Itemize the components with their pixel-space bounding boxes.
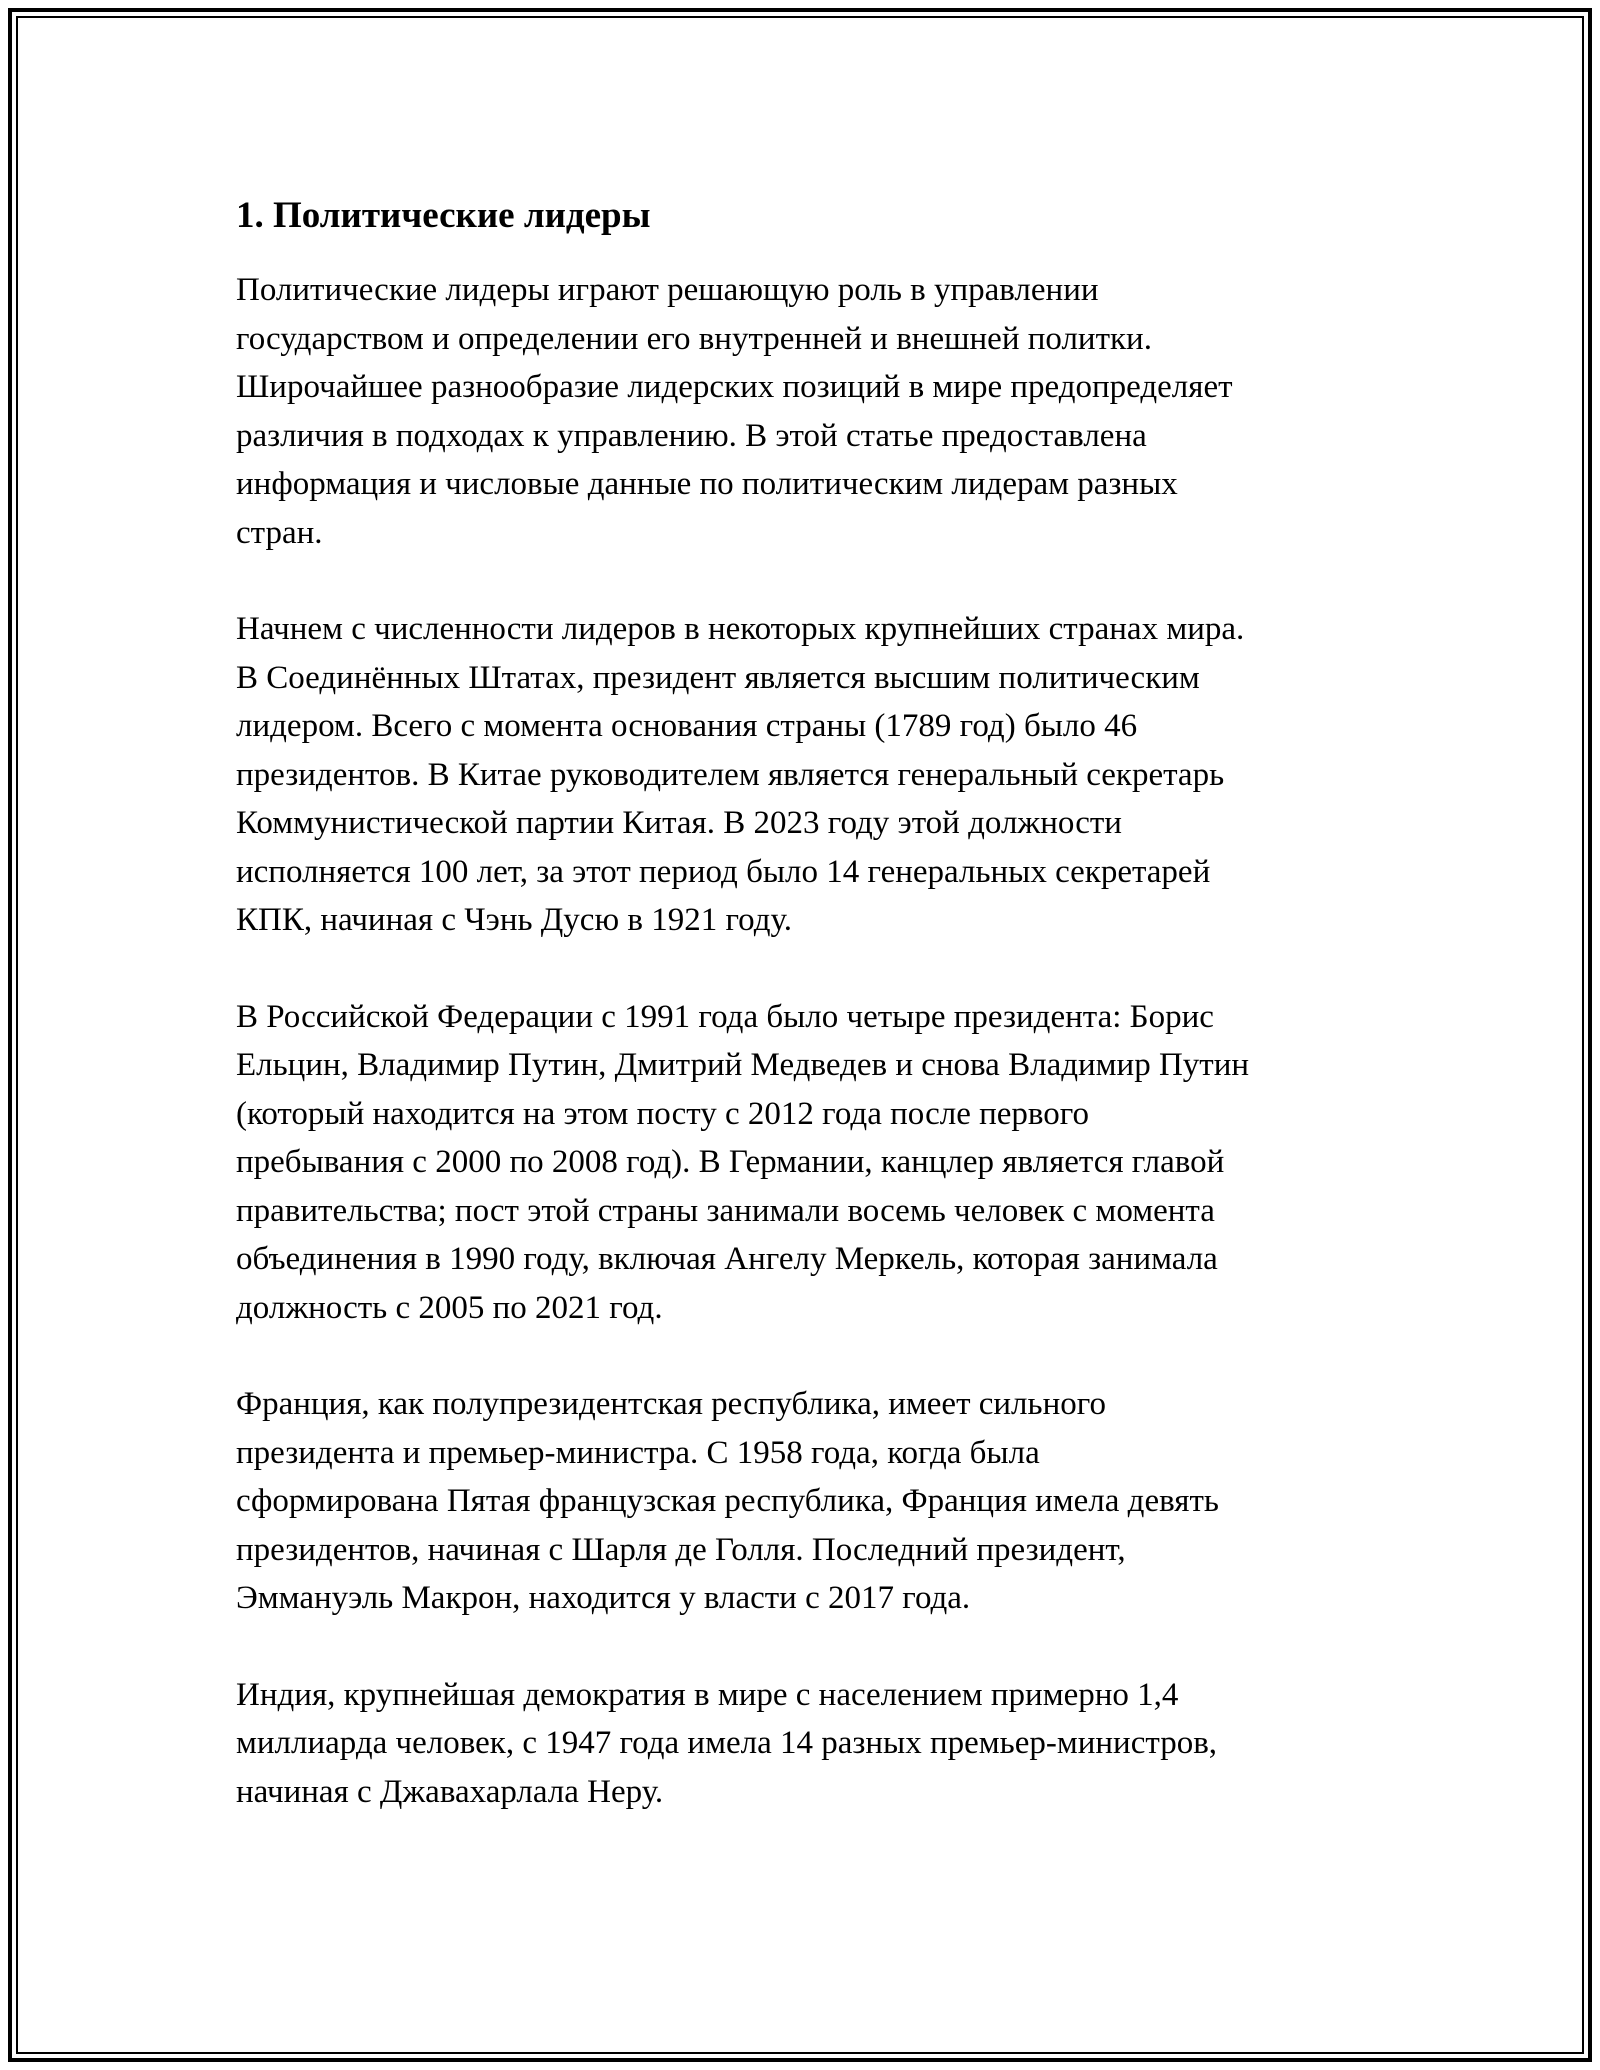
paragraph-russia-germany: В Российской Федерации с 1991 года было четыре президента: Борис Ельцин, Владимир Путин, Дмитрий Медведев и снова Владимир Путин (который находится на этом посту с 2012 года после первого пребывания с 2000 по 2008 год). В Германии, канцлер является главой правительства; пост этой страны занимали восемь человек с момента объединения в 1990 году, включая Ангелу Меркель, которая занимала должность с 2005 по 2021 год. <box>236 998 1250 1326</box>
paragraph-india: Индия, крупнейшая демократия в мире с населением примерно 1,4 миллиарда человек, с 1947 года имела 14 разных премьер-министров, начиная с Джавахарлала Неру. <box>236 1676 1218 1810</box>
paragraph-usa-china: Начнем с численности лидеров в некоторых крупнейших странах мира. В Соединённых Штатах, президент является высшим политическим лидером. Всего с момента основания страны (1789 год) было 46 президентов. В Китае руководителем является генеральный секретарь Коммунистической партии Китая. В 2023 году этой должности исполняется 100 лет, за этот период было 14 генеральных секретарей КПК, начиная с Чэнь Дусю в 1921 году. <box>236 611 1245 938</box>
section-heading: 1. Политические лидеры <box>236 195 651 236</box>
document-body <box>236 188 1366 1864</box>
paragraph-intro: Политические лидеры играют решающую роль в управлении государством и определении его внутренней и внешней политки. Широчайшее разнообразие лидерских позиций в мире предопределяет различия в подходах к управлению. В этой статье предоставлена информация и числовые данные по политическим лидерам разных стран. <box>236 272 1233 551</box>
paragraph-france: Франция, как полупрезидентская республика, имеет сильного президента и премьер-министра. С 1958 года, когда была сформирована Пятая французская республика, Франция имела девять президентов, начиная с Шарля де Голля. Последний президент, Эммануэль Макрон, находится у власти с 2017 года. <box>236 1386 1219 1616</box>
